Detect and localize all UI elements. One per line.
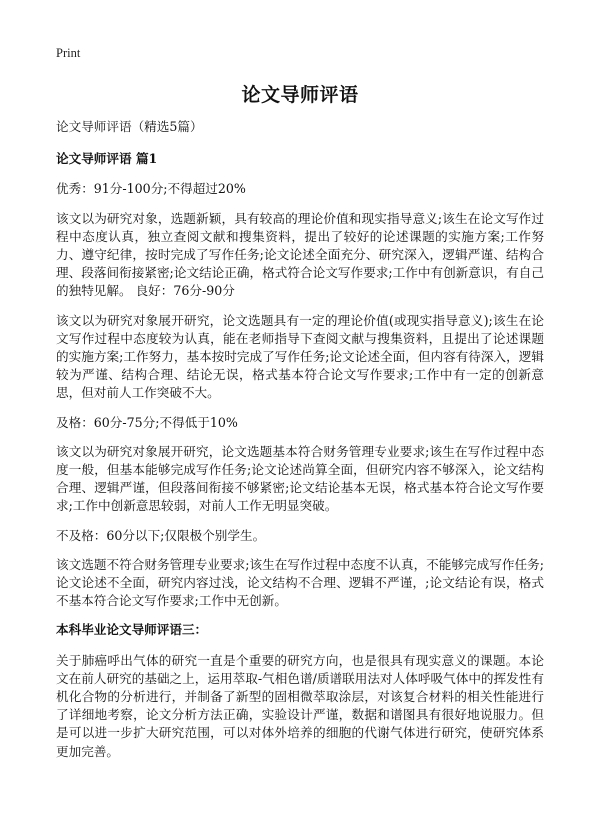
document-subtitle: 论文导师评语（精选5篇） <box>56 119 203 134</box>
paragraph-2: 该文以为研究对象展开研究，论文选题具有一定的理论价值(或现实指导意义);该生在论文写作过程中态度较为认真，能在老师指导下查阅文献与搜集资料，且提出了论述课题的实施方案;工作努力，基本按时完成了写作任务;论文论述全面，但内容有待深入，逻辑较为严谨、结构合理、结论无误，格式基本符合论文写作要求;工作中有一定的创新意思，但对前人工作突破不大。 <box>56 312 544 401</box>
grade-fail-line: 不及格：60分以下;仅限极个别学生。 <box>56 527 266 543</box>
print-label[interactable]: Print <box>56 46 81 60</box>
grade-excellent-line: 优秀：91分-100分;不得超过20% <box>56 181 246 197</box>
document-body <box>56 118 544 772</box>
grade-pass-line: 及格：60分-75分;不得低于10% <box>56 414 238 430</box>
page-title: 论文导师评语 <box>241 84 359 106</box>
paragraph-3: 该文以为研究对象展开研究，论文选题基本符合财务管理专业要求;该生在写作过程中态度一般，但基本能够完成写作任务;论文论述尚算全面，但研究内容不够深入，论文结构合理、逻辑严谨，但段落间衔接不够紧密;论文结论基本无误，格式基本符合论文写作要求;工作中创新意思较弱，对前人工作无明显突破。 <box>56 443 544 514</box>
paragraph-5: 关于肺癌呼出气体的研究一直是个重要的研究方向，也是很具有现实意义的课题。本论文在前人研究的基础之上，运用萃取-气相色谱/质谱联用法对人体呼吸气体中的挥发性有机化合物的分析进行，并制备了新型的固相微萃取涂层，对该复合材料的相关性能进行了详细地考察，论文分析方法正确，实验设计严谨，数据和谱图具有很好地说服力。但是可以进一步扩大研究范围，可以对体外培养的细胞的代谢气体进行研究，使研究体系更加完善。 <box>56 652 544 759</box>
section-heading-3: 本科毕业论文导师评语三： <box>56 622 208 638</box>
paragraph-1: 该文以为研究对象，选题新颖，具有较高的理论价值和现实指导意义;该生在论文写作过程中态度认真，独立查阅文献和搜集资料，提出了较好的论述课题的实施方案;工作努力、遵守纪律，按时完成了写作任务;论文论述全面充分、研究深入，逻辑严谨、结构合理、段落间衔接紧密;论文结论正确，格式符合论文写作要求;工作中有创新意识，有自己的独特见解。 良好：76分-90分 <box>56 210 544 299</box>
section-heading-1: 论文导师评语 篇1 <box>56 151 158 167</box>
paragraph-4: 该文选题不符合财务管理专业要求;该生在写作过程中态度不认真，不能够完成写作任务;论文论述不全面，研究内容过浅，论文结构不合理、逻辑不严谨，;论文结论有误，格式不基本符合论文写作要求;工作中无创新。 <box>56 556 544 609</box>
